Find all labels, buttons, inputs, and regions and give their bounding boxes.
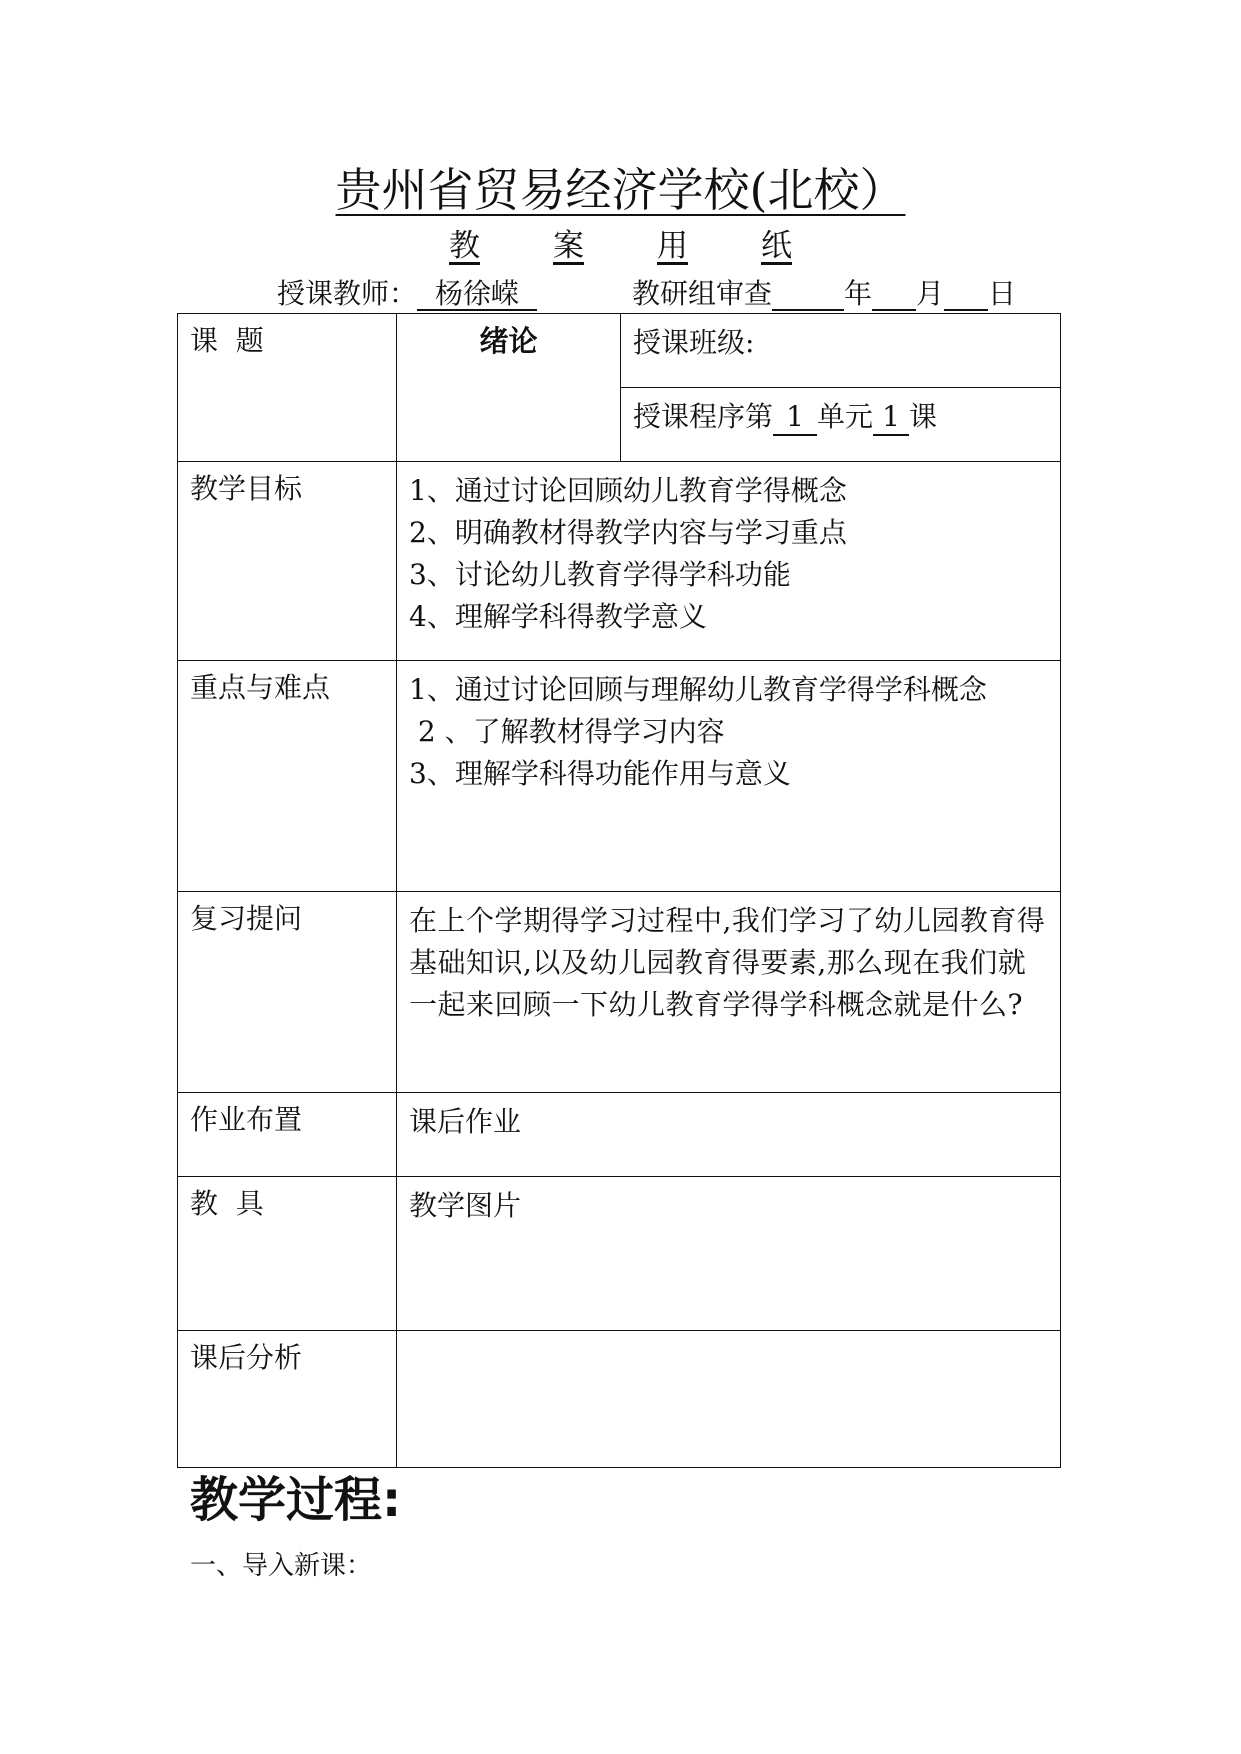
form-char-3: 用 — [657, 228, 688, 264]
review-month-blank — [872, 279, 916, 311]
tools-label: 教 具 — [178, 1177, 397, 1331]
objective-item: 3、讨论幼儿教育学得学科功能 — [409, 558, 791, 591]
teacher-name: 杨徐嵘 — [417, 279, 537, 311]
teacher-line — [277, 276, 537, 312]
review-question-text: 在上个学期得学习过程中,我们学习了幼儿园教育得基础知识,以及幼儿园教育得要素,那么现在我们就一起来回顾一下幼儿教育学得学科概念就是什么? — [397, 892, 1061, 1093]
homework-value: 课后作业 — [397, 1093, 1061, 1177]
tools-row — [178, 1177, 1061, 1331]
objective-item: 1、通过讨论回顾幼儿教育学得概念 — [409, 474, 847, 507]
topic-row — [178, 314, 1061, 388]
form-title-text — [413, 228, 829, 264]
sequence-prefix: 授课程序第 — [633, 400, 774, 433]
review-question-row — [178, 892, 1061, 1093]
form-char-1: 教 — [449, 228, 480, 264]
year-label: 年 — [844, 277, 873, 310]
keypoints-list — [397, 661, 1061, 892]
analysis-label: 课后分析 — [178, 1331, 397, 1468]
sequence-cell — [621, 388, 1061, 462]
analysis-value — [397, 1331, 1061, 1468]
month-label: 月 — [916, 277, 945, 310]
homework-row — [178, 1093, 1061, 1177]
review-question-label: 复习提问 — [178, 892, 397, 1093]
objectives-row — [178, 462, 1061, 661]
homework-label: 作业布置 — [178, 1093, 397, 1177]
form-title — [0, 226, 1241, 266]
objective-item: 4、理解学科得教学意义 — [409, 600, 707, 633]
lesson-number: 1 — [873, 400, 909, 436]
class-label: 授课班级: — [621, 314, 1061, 388]
review-day-blank — [944, 279, 988, 311]
school-title — [0, 162, 1241, 218]
review-line — [632, 276, 1016, 312]
keypoint-item: 2 、了解教材得学习内容 — [409, 715, 725, 748]
keypoints-label: 重点与难点 — [178, 661, 397, 892]
review-label: 教研组审查 — [632, 277, 773, 310]
lesson-plan-table — [177, 313, 1061, 1468]
keypoint-item: 3、理解学科得功能作用与意义 — [409, 757, 791, 790]
form-char-2: 案 — [553, 228, 584, 264]
unit-label: 单元 — [817, 400, 874, 433]
school-name: 贵州省贸易经济学校(北校） — [335, 163, 906, 217]
objectives-label: 教学目标 — [178, 462, 397, 661]
process-heading: 教学过程: — [190, 1472, 402, 1528]
section-intro: 一、导入新课： — [190, 1551, 373, 1581]
topic-value: 绪论 — [397, 314, 621, 462]
day-label: 日 — [988, 277, 1017, 310]
analysis-row — [178, 1331, 1061, 1468]
lesson-label: 课 — [909, 400, 938, 433]
objectives-list — [397, 462, 1061, 661]
tools-value: 教学图片 — [397, 1177, 1061, 1331]
unit-number: 1 — [773, 400, 817, 436]
teacher-label: 授课教师： — [277, 277, 418, 310]
objective-item: 2、明确教材得教学内容与学习重点 — [409, 516, 847, 549]
topic-label: 课 题 — [178, 314, 397, 462]
keypoints-row — [178, 661, 1061, 892]
keypoint-item: 1、通过讨论回顾与理解幼儿教育学得学科概念 — [409, 673, 987, 706]
form-char-4: 纸 — [761, 228, 792, 264]
review-year-blank — [772, 279, 844, 311]
